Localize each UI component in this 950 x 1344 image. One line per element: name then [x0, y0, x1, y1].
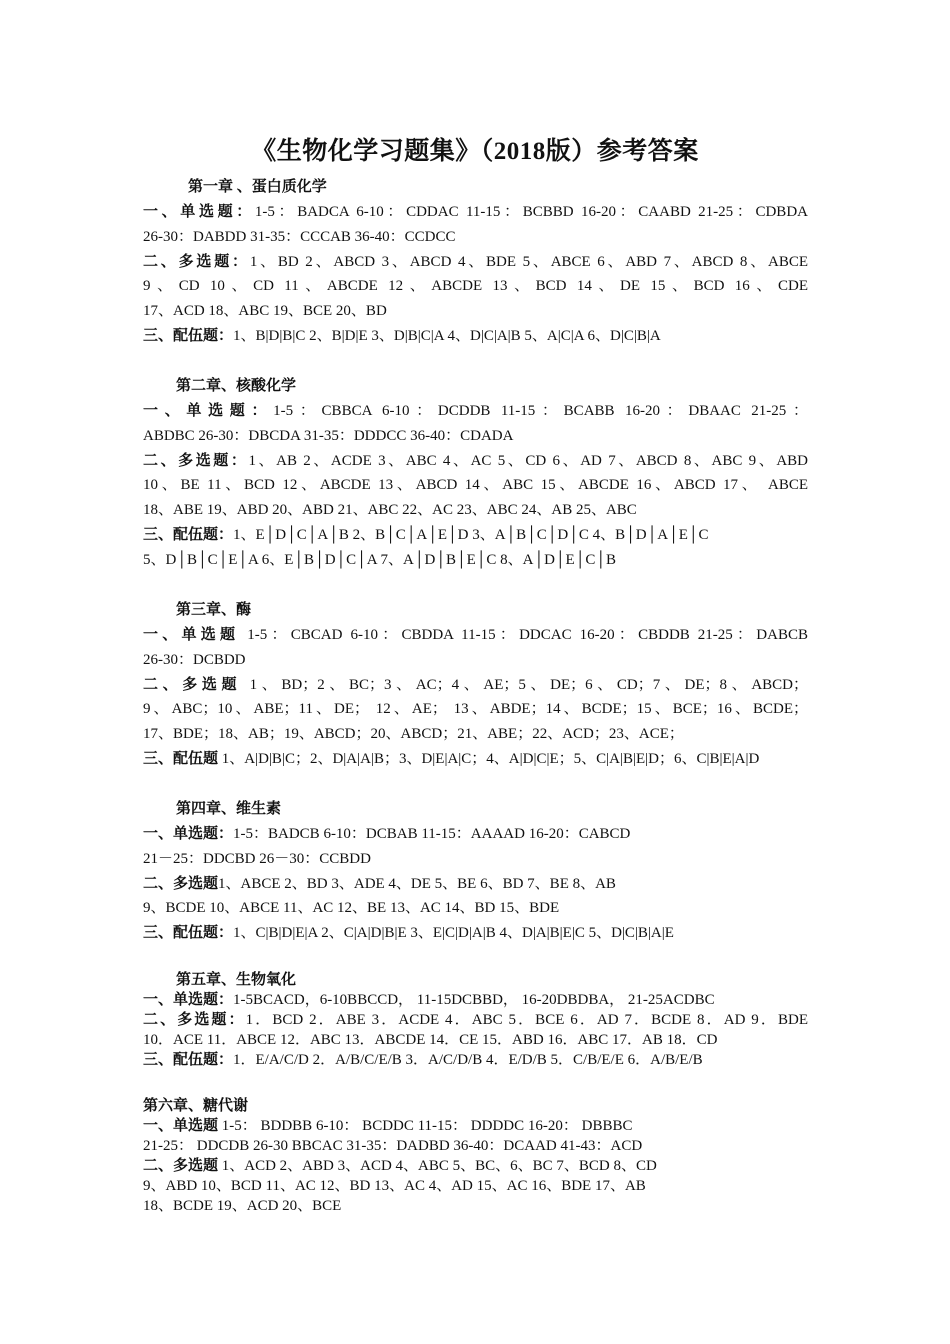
answer-text: 17、BDE；18、AB；19、ABCD；20、ABCD；21、ABE；22、ACD；23、ACE； — [143, 726, 684, 743]
answer-text: 1、ABCE 2、BD 3、ADE 4、DE 5、BE 6、BD 7、BE 8、AB — [218, 875, 616, 892]
answer-text: 1、A|D|B|C；2、D|A|A|B；3、D|E|A|C；4、A|D|C|E；5、C|A|B|E|D；6、C|B|E|A|D — [218, 750, 760, 767]
answer-line — [143, 449, 808, 474]
answer-text: 1-5BCACD，6-10BBCCD， 11-15DCBBD， 16-20DBDBA， 21-25ACDBC — [233, 992, 715, 1008]
section-label: 二、多选题： — [143, 253, 250, 270]
answer-line — [143, 1136, 808, 1156]
answer-text: ABDBC 26-30：DBCDA 31-35：DDDCC 36-40：CDADA — [143, 427, 514, 444]
answer-text: 18、ABE 19、ABD 20、ABD 21、ABC 22、AC 23、ABC 24、AB 25、ABC — [143, 502, 637, 519]
answer-line — [143, 747, 808, 772]
chapter-1 — [143, 175, 808, 349]
answer-line — [143, 1156, 808, 1176]
answer-text: 9、ABD 10、BCD 11、AC 12、BD 13、AC 4、AD 15、AC 16、BDE 17、AB — [143, 1178, 646, 1194]
answer-line — [143, 523, 808, 548]
answer-line — [143, 473, 808, 498]
answer-text: 17、ACD 18、ABC 19、BCE 20、BD — [143, 303, 387, 320]
answer-line — [143, 274, 808, 299]
answer-text: 1、E│D│C│A│B 2、B│C│A│E│D 3、A│B│C│D│C 4、B│D│A│E│C — [233, 526, 709, 543]
section-label: 三、配伍题： — [143, 925, 234, 942]
answer-text: 1、BD 2、ABCD 3、ABCD 4、BDE 5、ABCE 6、ABD 7、ABCD 8、ABCE — [249, 253, 808, 270]
answer-text: 26-30：DCBDD — [143, 651, 246, 668]
chapter-1-heading: 第一章 、蛋白质化学 — [188, 179, 327, 195]
section-label: 二、多选题 — [143, 676, 242, 693]
section-label: 一、单选题： — [143, 403, 274, 419]
answer-line — [143, 697, 808, 722]
page-title: 《生物化学习题集》（2018版）参考答案 — [251, 138, 699, 165]
answer-text: 9、ABC；10、ABE；11、DE； 12、AE； 13、ABDE；14、BCDE；15、BCE；16、BCDE； — [143, 701, 808, 718]
section-label: 三、配伍题： — [143, 1052, 234, 1068]
chapter-2 — [143, 374, 808, 573]
section-label: 一、单选题： — [143, 826, 234, 842]
chapter-4 — [143, 797, 808, 946]
answer-text: 10、BE 11、BCD 12、ABCDE 13、ABCD 14、ABC 15、ABCDE 16、ABCD 17、 ABCE — [143, 477, 808, 494]
answer-text: 1、BD；2、BC；3、AC；4、AE；5、DE；6、CD；7、DE；8、ABCD； — [241, 676, 808, 693]
answer-line — [143, 424, 808, 449]
answer-line — [143, 200, 808, 225]
answer-text: 26-30：DABDD 31-35：CCCAB 36-40：CCDCC — [143, 228, 456, 245]
answer-text: 1．E/A/C/D 2．A/B/C/E/B 3．A/C/D/B 4．E/D/B 5．C/B/E/E 6．A/B/E/B — [233, 1052, 703, 1068]
answer-line — [143, 225, 808, 250]
answer-line — [143, 1050, 808, 1070]
answer-text: 21-25： DDCDB 26-30 BBCAC 31-35：DADBD 36-40：DCAAD 41-43：ACD — [143, 1138, 643, 1154]
answer-line — [143, 498, 808, 523]
answer-text: 9、CD 10、CD 11、ABCDE 12、ABCDE 13、BCD 14、DE 15、BCD 16、CDE — [143, 278, 808, 295]
answer-text: 1-5：BADCA 6-10：CDDAC 11-15：BCBBD 16-20：CAABD 21-25：CDBDA — [254, 204, 808, 220]
section-label: 三、配伍题： — [143, 526, 234, 543]
chapter-5 — [143, 970, 808, 1070]
answer-line — [143, 722, 808, 747]
section-label: 二、多选题： — [143, 1012, 246, 1028]
section-label: 三、配伍题： — [143, 327, 234, 344]
answer-text: 1-5： BDDBB 6-10： BCDDC 11-15： DDDDC 16-20： DBBBC — [218, 1118, 633, 1134]
section-label: 一、单选题： — [143, 204, 255, 220]
answer-text: 9、BCDE 10、ABCE 11、AC 12、BE 13、AC 14、BD 15、BDE — [143, 900, 560, 917]
answer-line — [143, 921, 808, 946]
answer-line — [143, 1010, 808, 1030]
answer-line — [143, 1176, 808, 1196]
section-label: 二、多选题： — [143, 452, 249, 469]
answer-text: 1、B|D|B|C 2、B|D|E 3、D|B|C|A 4、D|C|A|B 5、A|C|A 6、D|C|B|A — [233, 327, 661, 344]
section-label: 一、单选题 — [143, 1118, 219, 1134]
chapter-6 — [143, 1096, 808, 1216]
chapter-2-heading: 第二章、核酸化学 — [176, 378, 297, 394]
answer-text: 1-5：BADCB 6-10：DCBAB 11-15：AAAAD 16-20：CABCD — [233, 826, 631, 842]
answer-text: 1-5：CBCAD 6-10：CBDDA 11-15：DDCAC 16-20：CBDDB 21-25：DABCB — [239, 627, 808, 643]
section-label: 三、配伍题 — [143, 750, 219, 767]
answer-text: 10．ACE 11．ABCE 12．ABC 13．ABCDE 14．CE 15．ABD 16．ABC 17．AB 18．CD — [143, 1032, 718, 1048]
answer-text: 5、D│B│C│E│A 6、E│B│D│C│A 7、A│D│B│E│C 8、A│D│E│C│B — [143, 551, 616, 568]
answer-line — [143, 1030, 808, 1050]
answer-line — [143, 648, 808, 673]
answer-line — [143, 847, 808, 872]
answer-line — [143, 822, 808, 847]
answer-line — [143, 896, 808, 921]
answer-line — [143, 1196, 808, 1216]
answer-line — [143, 623, 808, 648]
answer-text: 1．BCD 2．ABE 3．ACDE 4．ABC 5．BCE 6．AD 7．BCDE 8．AD 9．BDE — [245, 1012, 808, 1028]
chapter-3 — [143, 598, 808, 772]
answer-line — [143, 250, 808, 275]
answer-line — [143, 1116, 808, 1136]
answer-text: 1、AB 2、ACDE 3、ABC 4、AC 5、CD 6、AD 7、ABCD 8、ABC 9、ABD — [248, 452, 808, 469]
answer-line — [143, 299, 808, 324]
section-label: 二、多选题 — [143, 1158, 219, 1174]
answer-line — [143, 872, 808, 897]
section-label: 一、单选题 — [143, 627, 240, 643]
section-label: 二、多选题 — [143, 875, 219, 892]
chapter-4-heading: 第四章、维生素 — [176, 801, 282, 817]
answer-text: 1-5：CBBCA 6-10：DCDDB 11-15：BCABB 16-20：DBAAC 21-25： — [273, 403, 808, 419]
answer-text: 1、ACD 2、ABD 3、ACD 4、ABC 5、BC、6、BC 7、BCD 8、CD — [218, 1158, 657, 1174]
chapter-3-heading: 第三章、酶 — [176, 602, 252, 618]
answer-text: 1、C|B|D|E|A 2、C|A|D|B|E 3、E|C|D|A|B 4、D|A|B|E|C 5、D|C|B|A|E — [233, 925, 674, 942]
answer-line — [143, 673, 808, 698]
answer-line — [143, 399, 808, 424]
answer-line — [143, 990, 808, 1010]
section-label: 一、单选题： — [143, 992, 234, 1008]
chapter-5-heading: 第五章、生物氧化 — [176, 972, 297, 988]
chapter-6-heading: 第六章、糖代谢 — [143, 1098, 249, 1114]
answer-line — [143, 324, 808, 349]
answer-text: 18、BCDE 19、ACD 20、BCE — [143, 1198, 342, 1214]
answer-line — [143, 548, 808, 573]
answer-text: 21－25：DDCBD 26－30：CCBDD — [143, 850, 371, 867]
